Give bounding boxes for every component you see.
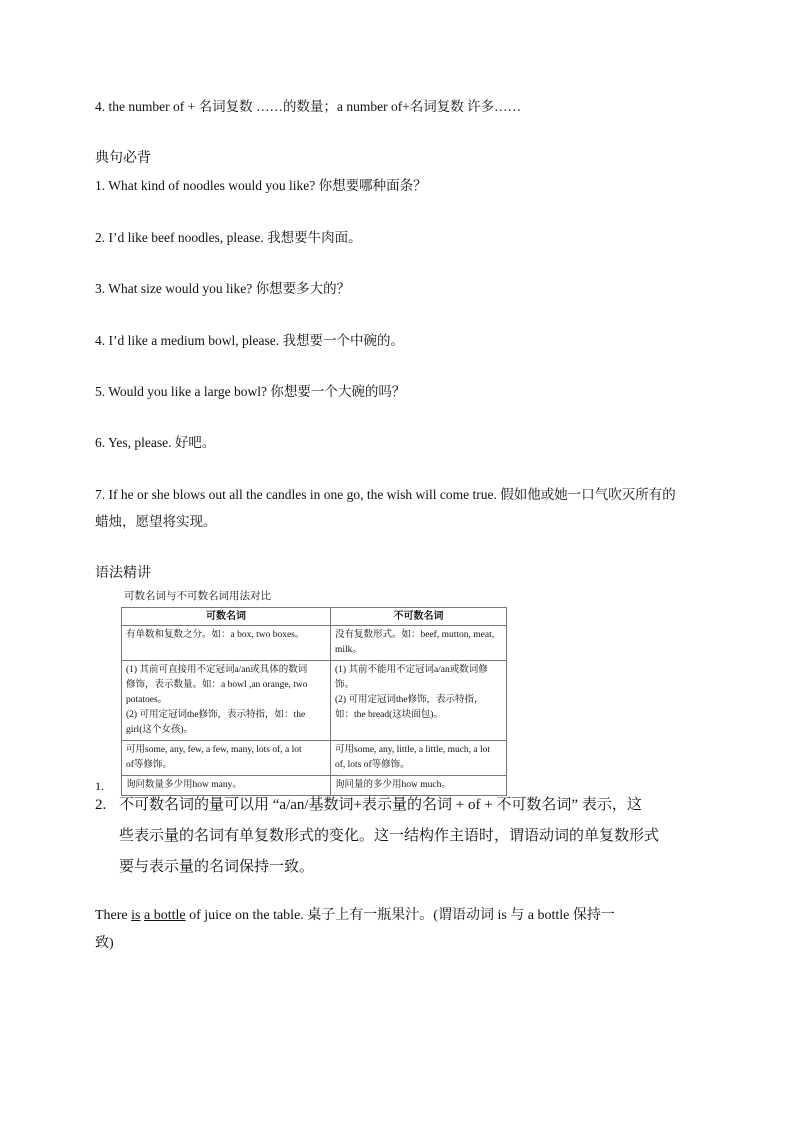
cell-line: 饰。	[335, 680, 355, 690]
cell-line: of, lots of等修饰。	[335, 760, 410, 770]
example-sentence	[95, 902, 700, 958]
cell-line: potatoes。	[126, 695, 168, 705]
cell-line: 修饰，表示数量。如：a bowl ,an orange, two	[126, 680, 308, 690]
table-cell	[122, 626, 331, 661]
section-heading-key-sentences: 典句必背	[95, 151, 151, 166]
example-text-end: 致)	[95, 936, 114, 951]
example-underlined-verb: is	[131, 908, 141, 923]
sentence-2: 2. I’d like beef noodles, please. 我想要牛肉面。	[95, 230, 362, 245]
cell-line: (1) 其前可直接用不定冠词a/an或具体的数词	[126, 665, 308, 675]
cell-line: 没有复数形式。如：beef, mutton, meat,	[335, 630, 495, 640]
cell-line: milk。	[335, 645, 362, 655]
example-text-rest: of juice on the table. 桌子上有一瓶果汁。(谓语动词 is 与 a bottle 保持一	[185, 908, 615, 923]
sentence-6: 6. Yes, please. 好吧。	[95, 435, 216, 450]
table-title: 可数名词与不可数名词用法对比	[124, 590, 271, 602]
cell-line: 询问数量多少用how many。	[126, 780, 242, 790]
cell-line: (2) 可用定冠词the修饰，表示特指，如：the	[126, 710, 306, 720]
cell-line: (1) 其前不能用不定冠词a/an或数词修	[335, 665, 488, 675]
header-uncountable: 不可数名词	[331, 608, 507, 626]
cell-line: 可用some, any, little, a little, much, a lot	[335, 745, 491, 755]
cell-line: 可用some, any, few, a few, many, lots of, a lot	[126, 745, 302, 755]
cell-line: girl(这个女孩)。	[126, 725, 194, 735]
sentence-4: 4. I’d like a medium bowl, please. 我想要一个中碗的。	[95, 333, 404, 348]
cell-line: (2) 可用定冠词the修饰，表示特指，	[335, 695, 484, 705]
table-row	[122, 741, 507, 776]
table-cell	[331, 741, 507, 776]
table-cell	[331, 661, 507, 741]
cell-line: 有单数和复数之分。如：a box, two boxes。	[126, 630, 305, 640]
example-text-start: There	[95, 908, 132, 923]
cell-line: of等修饰。	[126, 760, 172, 770]
grammar-point-2-line-1: 不可数名词的量可以用 “a/an/基数词+表示量的名词 + of + 不可数名词” 表示，这	[119, 797, 642, 813]
table-cell	[331, 626, 507, 661]
sentence-7-line-1: 7. If he or she blows out all the candles in one go, the wish will come true. 假如他或她一口气吹灭所有的	[95, 487, 676, 502]
grammar-point-2-line-2: 些表示量的名词有单复数形式的变化。这一结构作主语时，谓语动词的单复数形式	[119, 828, 660, 844]
sentence-3: 3. What size would you like? 你想要多大的？	[95, 281, 351, 296]
table-cell	[122, 661, 331, 741]
header-countable: 可数名词	[122, 608, 331, 626]
table-row	[122, 661, 507, 741]
table-cell	[122, 741, 331, 776]
sentence-1: 1. What kind of noodles would you like? 你想要哪种面条？	[95, 178, 427, 193]
sentence-7-line-2: 蜡烛，愿望将实现。	[95, 514, 217, 529]
rule-line-4: 4. the number of + 名词复数 ……的数量；a number of+名词复数 许多……	[95, 99, 522, 114]
cell-line: 询问量的多少用how much。	[335, 780, 451, 790]
section-heading-grammar: 语法精讲	[95, 566, 151, 581]
grammar-point-2-line-3: 要与表示量的名词保持一致。	[119, 859, 315, 875]
table-header-row	[122, 608, 507, 626]
example-underlined-quantity: a bottle	[144, 908, 186, 923]
table-row	[122, 626, 507, 661]
noun-comparison-table	[121, 607, 507, 796]
list-number-1: 1.	[95, 779, 104, 793]
sentence-5: 5. Would you like a large bowl? 你想要一个大碗的吗？	[95, 384, 406, 399]
list-number-2: 2.	[95, 797, 107, 813]
grammar-point-2	[95, 790, 700, 883]
cell-line: 如：the bread(这块面包)。	[335, 710, 443, 720]
